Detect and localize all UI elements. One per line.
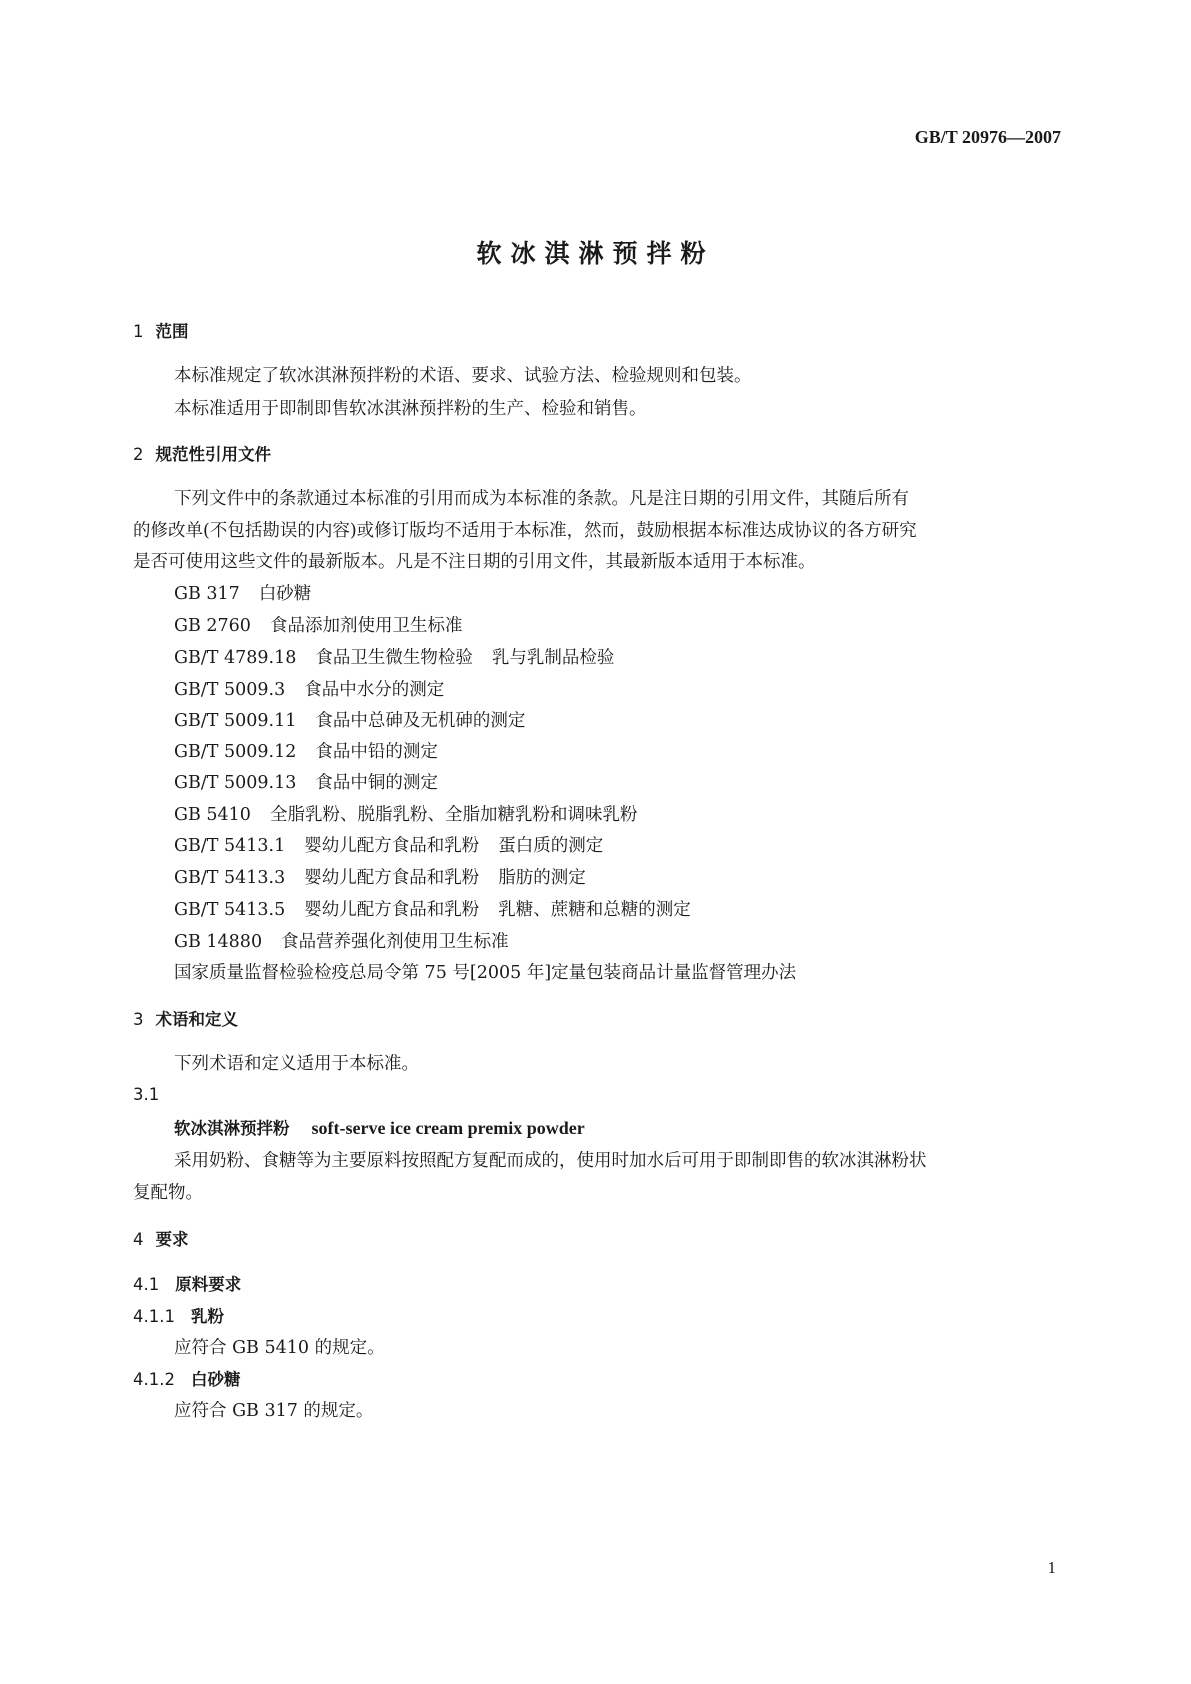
section-title: 白砂糖 xyxy=(190,1370,241,1389)
page-number: 1 xyxy=(1047,1558,1056,1577)
reference-subtitle: 食品卫生微生物检验 xyxy=(315,648,473,668)
section-title: 原料要求 xyxy=(175,1275,242,1294)
subsection-4-1-1-heading xyxy=(133,1303,224,1327)
reference-item xyxy=(174,928,509,953)
reference-title: 全脂乳粉、脱脂乳粉、全脂加糖乳粉和调味乳粉 xyxy=(269,805,638,825)
reference-code: GB 5410 xyxy=(174,805,251,825)
section-2-heading xyxy=(133,441,271,465)
paragraph: 采用奶粉、食糖等为主要原料按照配方复配而成的，使用时加水后可用于即制即售的软冰淇淋粉状 xyxy=(174,1151,927,1171)
paragraph: 应符合 GB 317 的规定。 xyxy=(174,1401,374,1421)
term-entry xyxy=(174,1115,585,1139)
document-number: GB/T 20976—2007 xyxy=(914,127,1061,147)
section-title: 术语和定义 xyxy=(155,1010,238,1029)
paragraph: 本标准规定了软冰淇淋预拌粉的术语、要求、试验方法、检验规则和包装。 xyxy=(174,366,752,386)
section-number: 4 xyxy=(133,1230,144,1249)
reference-item xyxy=(174,896,691,921)
paragraph: 是否可使用这些文件的最新版本。凡是不注日期的引用文件，其最新版本适用于本标准。 xyxy=(133,552,816,572)
reference-title: 食品营养强化剂使用卫生标准 xyxy=(281,932,509,952)
section-number: 4.1.1 xyxy=(133,1307,175,1326)
reference-title: 乳与乳制品检验 xyxy=(491,648,615,668)
reference-title: 食品中水分的测定 xyxy=(304,680,445,700)
term-chinese: 软冰淇淋预拌粉 xyxy=(174,1119,290,1138)
reference-code: GB/T 5413.1 xyxy=(174,836,286,856)
subsection-4-1-2-heading xyxy=(133,1366,240,1390)
reference-code: GB/T 5413.3 xyxy=(174,868,286,888)
page-title: 软冰淇淋预拌粉 xyxy=(476,239,715,268)
reference-decree: 国家质量监督检验检疫总局令第 75 号[2005 年]定量包装商品计量监督管理办法 xyxy=(174,963,797,983)
paragraph: 下列文件中的条款通过本标准的引用而成为本标准的条款。凡是注日期的引用文件，其随后所有 xyxy=(174,489,909,509)
reference-code: GB/T 5413.5 xyxy=(174,900,286,920)
reference-subtitle: 婴幼儿配方食品和乳粉 xyxy=(304,900,480,920)
reference-item xyxy=(174,612,462,637)
term-english: soft-serve ice cream premix powder xyxy=(311,1118,585,1138)
reference-code: GB/T 5009.13 xyxy=(174,773,297,793)
reference-title: 白砂糖 xyxy=(258,584,312,604)
reference-code: GB 2760 xyxy=(174,616,251,636)
paragraph: 本标准适用于即制即售软冰淇淋预拌粉的生产、检验和销售。 xyxy=(174,399,647,419)
reference-code: GB 317 xyxy=(174,584,240,604)
term-number: 3.1 xyxy=(133,1085,160,1104)
reference-code: GB/T 5009.12 xyxy=(174,742,297,762)
reference-code: GB/T 5009.3 xyxy=(174,680,286,700)
section-number: 4.1 xyxy=(133,1275,160,1294)
reference-title: 食品中铜的测定 xyxy=(315,773,438,793)
paragraph: 复配物。 xyxy=(133,1183,203,1203)
reference-item xyxy=(174,676,444,701)
section-number: 2 xyxy=(133,445,144,464)
reference-subtitle: 婴幼儿配方食品和乳粉 xyxy=(304,868,480,888)
section-1-heading xyxy=(133,318,189,342)
reference-item xyxy=(174,644,614,669)
section-number: 3 xyxy=(133,1010,144,1029)
reference-title: 食品中总砷及无机砷的测定 xyxy=(315,711,526,731)
reference-item xyxy=(174,864,586,889)
reference-title: 食品中铅的测定 xyxy=(315,742,438,762)
reference-code: GB/T 4789.18 xyxy=(174,648,297,668)
reference-item xyxy=(174,769,438,794)
reference-subtitle: 婴幼儿配方食品和乳粉 xyxy=(304,836,480,856)
paragraph: 的修改单(不包括勘误的内容)或修订版均不适用于本标准，然而，鼓励根据本标准达成协议的各方研究 xyxy=(133,521,917,541)
subsection-4-1-heading xyxy=(133,1271,241,1295)
reference-code: GB/T 5009.11 xyxy=(174,711,297,731)
section-number: 1 xyxy=(133,322,144,341)
section-title: 要求 xyxy=(155,1230,189,1249)
reference-item xyxy=(174,707,525,732)
reference-title: 乳糖、蔗糖和总糖的测定 xyxy=(498,900,691,920)
reference-title: 蛋白质的测定 xyxy=(498,836,604,856)
reference-code: GB 14880 xyxy=(174,932,263,952)
reference-title: 脂肪的测定 xyxy=(498,868,586,888)
reference-item xyxy=(174,580,311,605)
reference-item xyxy=(174,738,438,763)
section-title: 规范性引用文件 xyxy=(155,445,271,464)
section-title: 乳粉 xyxy=(190,1307,224,1326)
reference-title: 食品添加剂使用卫生标准 xyxy=(269,616,463,636)
reference-item xyxy=(174,801,637,826)
paragraph: 下列术语和定义适用于本标准。 xyxy=(174,1054,419,1074)
section-title: 范围 xyxy=(155,322,189,341)
section-number: 4.1.2 xyxy=(133,1370,175,1389)
paragraph: 应符合 GB 5410 的规定。 xyxy=(174,1338,385,1358)
reference-item xyxy=(174,832,603,857)
section-4-heading xyxy=(133,1226,189,1250)
section-3-heading xyxy=(133,1006,238,1030)
